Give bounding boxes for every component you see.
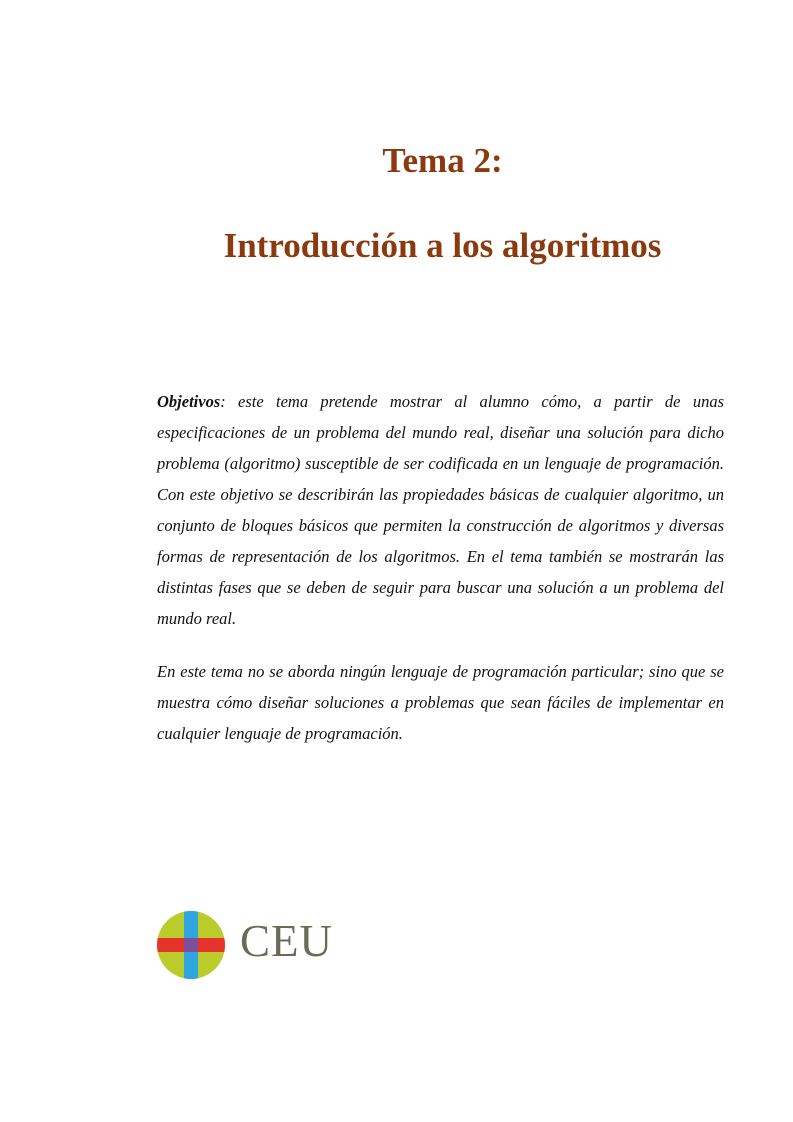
ceu-logo-text: CEU (240, 916, 333, 966)
ceu-logo (157, 908, 332, 984)
note-paragraph: En este tema no se aborda ningún lenguaje de programación particular; sino que se muestra cómo diseñar soluciones a problemas que sean fáciles de implementar en cualquier lenguaje de programación. (157, 662, 724, 743)
page-title-line-2: Introducción a los algoritmos (223, 226, 662, 265)
objectives-paragraph (157, 386, 724, 634)
page-title-line-1: Tema 2: (382, 141, 503, 180)
objectives-text: : este tema pretende mostrar al alumno cómo, a partir de unas especificaciones de un problema del mundo real, diseñar una solución para dicho problema (algoritmo) susceptible de ser codificada en un lenguaje de programación. Con este objetivo se describirán las propiedades básicas de cualquier algoritmo, un conjunto de bloques básicos que permiten la construcción de algoritmos y diversas formas de representación de los algoritmos. En el tema también se mostrarán las distintas fases que se deben de seguir para buscar una solución a un problema del mundo real. (157, 392, 724, 628)
ceu-emblem-icon (157, 911, 225, 979)
objectives-label: Objetivos (157, 392, 221, 411)
